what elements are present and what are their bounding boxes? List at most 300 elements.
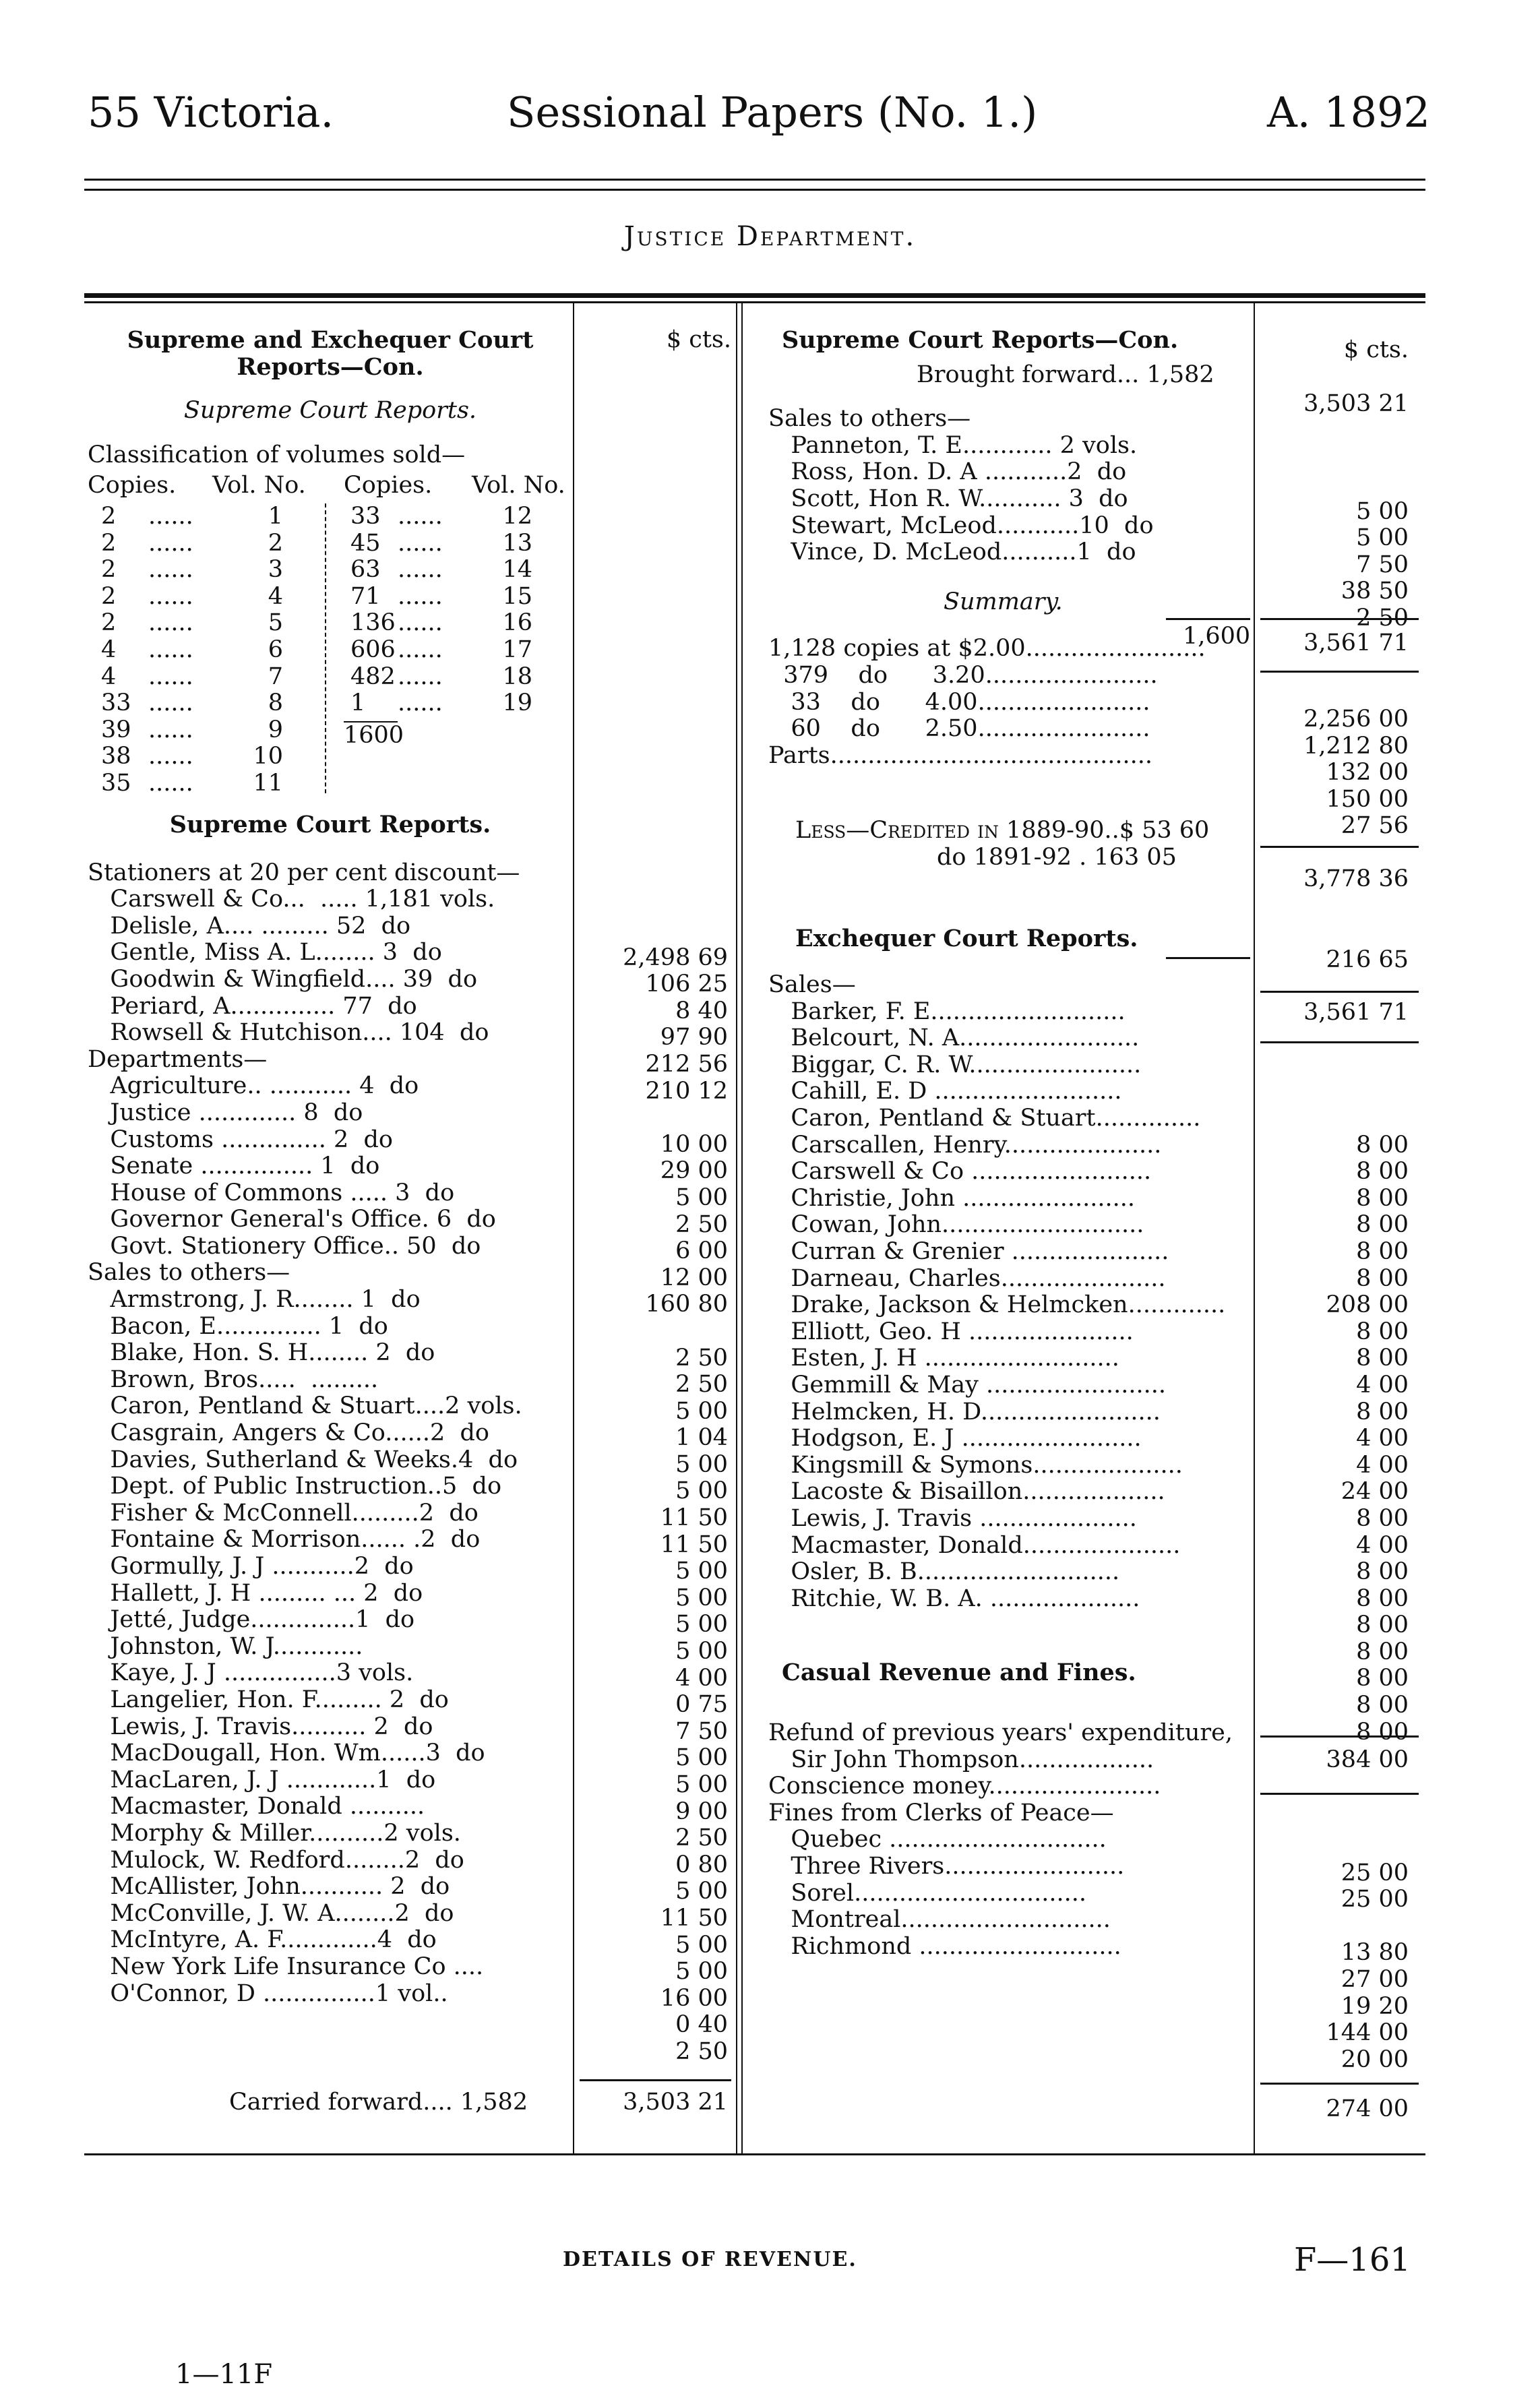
ledger-item: Helmcken, H. D........................ [768,1398,1161,1425]
ledger-amount: 97 90 [660,1024,728,1051]
net-rule [1260,991,1419,993]
ledger-amount: 5 00 [675,1744,728,1772]
ledger-amount [1260,1105,1409,1132]
ledger-amount: 8 00 [1356,1345,1409,1372]
volume-row [337,637,566,664]
ledger-amount: 5 00 [675,1397,728,1425]
volume-row [88,664,303,691]
volume-copies: 71 [350,582,381,610]
ledger-amount: 8 00 [1356,1398,1409,1425]
less-line-2: do 1891-92 . 163 05 [937,843,1177,871]
ledger-amount [580,918,728,945]
ledger-amount: 11 50 [660,1504,728,1532]
volume-copies: 4 [101,636,117,663]
ledger-item: Caron, Pentland & Stuart.............. [768,1105,1201,1132]
ledger-item: Three Rivers........................ [768,1852,1125,1880]
ledger-amount: 8 00 [1356,1611,1409,1639]
ledger-amount: 16 00 [660,1984,728,2012]
ledger-amount: 210 12 [645,1077,728,1105]
ledger-item: Goodwin & Wingfield.... 39 do [88,965,478,993]
ledger-item: Gentle, Miss A. L........ 3 do [88,939,442,966]
ledger-amount: 10 00 [660,1130,728,1158]
exchequer-total: 384 00 [1326,1746,1409,1773]
subtotal-amount: 3,561 71 [1303,629,1409,656]
ledger-amount: 13 80 [1341,1939,1409,1967]
volume-number: 12 [502,502,532,530]
ledger-amount: 144 00 [1326,2019,1409,2047]
volume-leader: ...... [398,502,443,530]
ledger-item: Hallett, J. H ......... ... 2 do [88,1579,423,1607]
ledger-item: Macmaster, Donald..................... [768,1531,1181,1559]
ledger-item: Richmond ........................... [768,1932,1121,1960]
ledger-amount: 8 00 [1356,1558,1409,1586]
ledger-item: Darneau, Charles...................... [768,1264,1166,1292]
ledger-amount: 212 56 [645,1050,728,1078]
ledger-amount: 208 00 [1326,1291,1409,1319]
right-sales-amounts [1260,472,1409,632]
header-right: A. 1892 [1267,88,1430,137]
subtotal-copies: 1,600 [1183,623,1251,650]
footer-signature: 1—11F [175,2359,273,2390]
volume-copies: 39 [101,716,131,743]
ledger-item: Rowsell & Hutchison.... 104 do [88,1019,489,1047]
volume-copies: 2 [101,582,117,610]
summary-rule [1260,846,1419,848]
volume-row [88,584,303,611]
divider-right-amount [1254,303,1255,2153]
ledger-item: Carswell & Co... ..... 1,181 vols. [88,886,495,913]
volume-row [88,690,303,717]
table-bottom-rule [84,2153,1425,2155]
ledger-item: Barker, F. E.......................... [768,997,1126,1025]
volume-copies: 1 [350,689,366,717]
volume-copies: 2 [101,502,117,530]
ledger-amount: 4 00 [675,1664,728,1692]
ledger-amount: 106 25 [645,971,728,998]
ledger-amount: 2 50 [675,1344,728,1372]
ledger-item: Agriculture.. ........... 4 do [88,1072,419,1100]
volume-row [337,584,566,611]
volume-table [88,503,573,803]
casual-revenue-heading: Casual Revenue and Fines. [782,1659,1136,1687]
ledger-amount: 5 00 [675,1878,728,1905]
ledger-item: Jetté, Judge..............1 do [88,1606,415,1634]
ledger-amount: 5 00 [675,1771,728,1798]
ledger-amount: 4 00 [1356,1425,1409,1452]
ledger-amount: 0 80 [675,1851,728,1878]
page-title: Justice Department. [623,221,917,252]
ledger-item: Stewart, McLeod...........10 do [768,512,1154,539]
volume-total: 1600 [344,721,404,749]
volume-copies: 45 [350,529,381,557]
table-top-rule [84,293,1425,298]
ledger-amount: 0 75 [675,1691,728,1719]
ledger-amount: 5 00 [675,1584,728,1611]
subtotal-rule-bottom [1260,671,1419,673]
ledger-amount: 19 20 [1341,1992,1409,2020]
volume-number: 7 [268,663,283,690]
volume-leader: ...... [148,556,193,584]
volume-row [337,530,566,557]
volume-row [337,557,566,584]
ledger-amount [1260,1833,1409,1860]
volume-copies: 2 [101,556,117,584]
ledger-amount: 24 00 [1341,1478,1409,1506]
left-carried-forward-label: Carried forward.... 1,582 [229,2089,528,2116]
volume-leader: ...... [148,743,193,770]
ledger-amount: 5 00 [675,1931,728,1959]
volume-leader: ...... [398,689,443,717]
summary-total: 3,778 36 [1303,865,1409,892]
volume-number: 9 [268,716,283,743]
ledger-item: Esten, J. H .......................... [768,1345,1119,1372]
ledger-amount: 150 00 [1326,785,1409,813]
volume-row [337,690,566,717]
ledger-item: McConville, J. W. A........2 do [88,1899,454,1927]
less-amount: 216 65 [1326,946,1409,973]
left-ledger-lines [88,860,573,2008]
summary-amounts [1260,706,1409,840]
exchequer-rule-bottom [1260,1793,1419,1795]
ledger-amount: 8 00 [1356,1692,1409,1719]
ledger-amount: 1,212 80 [1303,732,1409,760]
ledger-item: McIntyre, A. F.............4 do [88,1926,437,1954]
ledger-item: Casgrain, Angers & Co......2 do [88,1419,489,1447]
volume-leader: ...... [148,502,193,530]
ledger-item: Mulock, W. Redford........2 do [88,1846,464,1874]
ledger-item: 379 do 3.20....................... [768,661,1158,689]
volume-copies: 482 [350,663,396,690]
summary-label: Summary. [944,588,1063,615]
volume-leader: ...... [398,636,443,663]
volume-number: 13 [502,529,532,557]
volume-row [88,503,303,530]
subtotal-rule-copies [1166,618,1250,620]
ledger-amount: 5 00 [1356,524,1409,552]
right-cts-header: $ cts. [1343,336,1409,363]
ledger-item: Langelier, Hon. F......... 2 do [88,1686,449,1713]
casual-revenue-total: 274 00 [1326,2095,1409,2122]
ledger-item: Scott, Hon R. W........... 3 do [768,485,1128,512]
ledger-item: Lewis, J. Travis ..................... [768,1504,1137,1532]
volume-number: 3 [268,556,283,584]
ledger-item: Cahill, E. D ......................... [768,1078,1122,1105]
ledger-item: MacLaren, J. J ............1 do [88,1766,436,1793]
ledger-amount: 5 00 [675,1558,728,1585]
volume-number: 11 [253,769,283,797]
volume-copies: 63 [350,556,381,584]
ledger-item: Departments— [88,1045,268,1073]
ledger-item: Morphy & Miller..........2 vols. [88,1819,461,1847]
ledger-item: Dept. of Public Instruction..5 do [88,1473,502,1500]
ledger-amount: 8 00 [1356,1131,1409,1159]
ledger-item: Curran & Grenier ..................... [768,1238,1169,1266]
volume-row [88,610,303,637]
ledger-amount: 160 80 [645,1291,728,1318]
ledger-item: Senate ............... 1 do [88,1153,380,1180]
ledger-amount: 0 40 [675,2011,728,2039]
volume-leader: ...... [398,529,443,557]
ledger-item: Stationers at 20 per cent discount— [88,859,520,886]
ledger-item: Osler, B. B........................... [768,1558,1120,1586]
ledger-amount: 7 50 [1356,551,1409,578]
ledger-item: Sales— [768,971,856,999]
volume-number: 1 [268,502,283,530]
ledger-item: Johnston, W. J............ [88,1632,363,1660]
casual-revenue-amounts [1260,1833,1409,2073]
volume-copies: 136 [350,609,396,637]
left-column [88,327,573,2007]
exchequer-lines [768,972,1254,1612]
ledger-amount: 8 00 [1356,1237,1409,1265]
ledger-amount: 5 00 [675,1611,728,1638]
ledger-amount: 8 00 [1356,1158,1409,1186]
volume-row [88,743,303,770]
ledger-item: Armstrong, J. R........ 1 do [88,1286,421,1314]
volume-leader: ...... [398,609,443,637]
volume-list-b [337,503,566,749]
ledger-item: New York Life Insurance Co .... [88,1953,484,1980]
ledger-amount: 2 50 [675,2037,728,2065]
brought-forward-label: Brought forward... 1,582 [917,361,1214,388]
col-head-vol-b: Vol. No. [472,472,565,499]
casual-revenue-lines [768,1720,1254,1960]
left-carried-rule [580,2079,731,2081]
ledger-amount [580,1105,728,1132]
volume-copies: 38 [101,743,131,770]
ledger-item: O'Connor, D ...............1 vol.. [88,1979,448,2007]
casual-rule [1260,2083,1419,2085]
volume-number: 10 [253,743,283,770]
volume-number: 14 [502,556,532,584]
ledger-item: Ross, Hon. D. A ...........2 do [768,458,1127,486]
left-carried-forward-amount: 3,503 21 [623,2089,728,2116]
volume-copies: 606 [350,636,396,663]
ledger-item: Justice ............. 8 do [88,1099,363,1126]
ledger-amount: 4 00 [1356,1451,1409,1479]
ledger-item: Delisle, A.... ......... 52 do [88,912,411,940]
ledger-amount: 8 00 [1356,1184,1409,1212]
right-sales-lines [768,406,1254,566]
ledger-amount: 27 00 [1341,1965,1409,1993]
ledger-amount: 5 00 [675,1184,728,1211]
ledger-amount [580,1318,728,1345]
volume-copies: 33 [350,502,381,530]
right-heading-text: Supreme Court Reports—Con. [782,326,1179,354]
ledger-item: Fines from Clerks of Peace— [768,1799,1114,1826]
ledger-amount: 29 00 [660,1157,728,1185]
ledger-item: Fontaine & Morrison...... .2 do [88,1526,481,1554]
right-column [768,327,1254,1960]
ledger-amount: 5 00 [675,1638,728,1665]
ledger-amount [1260,1913,1409,1940]
ledger-item: 1,128 copies at $2.00........................ [768,635,1206,663]
volume-number: 17 [502,636,532,663]
ledger-item: Blake, Hon. S. H........ 2 do [88,1339,435,1367]
ledger-item: Brown, Bros..... ......... [88,1365,379,1393]
col-head-vol-a: Vol. No. [212,472,306,499]
header-rule-bottom [84,189,1425,191]
ledger-item: Sir John Thompson.................. [768,1746,1154,1773]
ledger-amount: 2,498 69 [623,944,728,971]
ledger-item: Conscience money....................... [768,1773,1161,1800]
ledger-item: MacDougall, Hon. Wm......3 do [88,1740,485,1767]
classification-label: Classification of volumes sold— [88,441,466,468]
ledger-amount: 12 00 [660,1264,728,1291]
ledger-amount: 8 40 [675,997,728,1024]
left-heading-2: Reports—Con. [237,352,424,381]
left-heading-1: Supreme and Exchequer Court [127,326,534,354]
ledger-amount: 2 50 [675,1824,728,1852]
volume-copies: 33 [101,689,131,717]
volume-number: 6 [268,636,283,663]
ledger-item: Christie, John ....................... [768,1184,1136,1212]
volume-leader: ...... [148,529,193,557]
volume-number: 19 [502,689,532,717]
left-cts-header: $ cts. [666,326,731,353]
ledger-amount: 2 50 [675,1371,728,1399]
volume-table-divider [325,503,326,793]
volume-copies: 2 [101,609,117,637]
ledger-item: Lacoste & Bisaillon................... [768,1478,1165,1506]
volume-leader: ...... [148,609,193,637]
ledger-amount: 38 50 [1341,578,1409,605]
less-rule [1166,957,1250,959]
ledger-item: Fisher & McConnell.........2 do [88,1499,479,1527]
ledger-item: Elliott, Geo. H ...................... [768,1318,1134,1345]
ledger-amount: 8 00 [1356,1504,1409,1532]
ledger-item: Carswell & Co ........................ [768,1158,1152,1186]
volume-list-a [88,503,303,797]
footer-page-number: F—161 [1294,2241,1411,2279]
volume-leader: ...... [148,689,193,717]
volume-row [337,610,566,637]
ledger-amount: 8 00 [1356,1264,1409,1292]
table-top-rule-thin [84,301,1425,303]
subtotal-rule-amt [1260,618,1419,620]
net-amount: 3,561 71 [1303,999,1409,1026]
ledger-item: Macmaster, Donald .......... [88,1793,425,1820]
ledger-item: Hodgson, E. J ........................ [768,1425,1142,1452]
volume-copies: 2 [101,529,117,557]
volume-leader: ...... [148,716,193,743]
ledger-item: Carscallen, Henry..................... [768,1131,1162,1159]
footer-center: DETAILS OF REVENUE. [563,2248,857,2271]
ledger-item: Kaye, J. J ...............3 vols. [88,1659,414,1687]
right-brought-forward-amount: 3,503 21 [1303,390,1409,417]
volume-number: 2 [268,529,283,557]
right-heading [768,327,1254,354]
ledger-amount: 27 56 [1341,812,1409,840]
ledger-amount [1260,472,1409,499]
ledger-amount: 2,256 00 [1303,706,1409,733]
ledger-amount: 8 00 [1356,1318,1409,1345]
divider-left-amount [573,303,574,2153]
ledger-item: House of Commons ..... 3 do [88,1179,455,1206]
classification-col-heads [88,472,573,499]
ledger-item: Belcourt, N. A........................ [768,1024,1140,1052]
ledger-item: Cowan, John........................... [768,1211,1144,1239]
ledger-amount: 5 00 [675,1450,728,1478]
ledger-item: Gemmill & May ........................ [768,1372,1167,1399]
left-amount-column [580,918,728,2066]
col-head-copies-b: Copies. [344,472,433,499]
volume-number: 15 [502,582,532,610]
ledger-item: Customs .............. 2 do [88,1126,393,1153]
ledger-amount: 5 00 [675,1958,728,1986]
exchequer-heading: Exchequer Court Reports. [795,924,1138,952]
ledger-amount: 25 00 [1341,1886,1409,1913]
ledger-item: Sorel............................... [768,1879,1086,1907]
ledger-item: Governor General's Office. 6 do [88,1206,496,1233]
ledger-amount: 1 04 [675,1424,728,1452]
ledger-amount: 5 00 [675,1477,728,1505]
supreme-court-reports-heading: Supreme Court Reports. [169,810,491,838]
ledger-amount: 8 00 [1356,1718,1409,1746]
volume-leader: ...... [148,663,193,690]
summary-lines [768,636,1254,769]
ledger-amount: 25 00 [1341,1859,1409,1886]
divider-center-2 [741,303,743,2153]
volume-row [88,530,303,557]
volume-leader: ...... [148,636,193,663]
ledger-item: Panneton, T. E............ 2 vols. [768,431,1138,459]
header-rule-top [84,179,1425,181]
volume-row [88,637,303,664]
ledger-amount: 132 00 [1326,759,1409,787]
ledger-amount: 4 00 [1356,1371,1409,1399]
ledger-item: Parts........................................... [768,741,1152,769]
volume-copies: 35 [101,769,131,797]
ledger-item: Kingsmill & Symons.................... [768,1451,1183,1479]
ledger-item: Govt. Stationery Office.. 50 do [88,1232,481,1260]
ledger-item: Ritchie, W. B. A. .................... [768,1585,1140,1612]
volume-leader: ...... [148,582,193,610]
divider-center [736,303,737,2153]
ledger-item: Bacon, E.............. 1 do [88,1312,388,1340]
ledger-amount: 4 00 [1356,1531,1409,1559]
ledger-amount: 8 00 [1356,1585,1409,1612]
ledger-item: Drake, Jackson & Helmcken............. [768,1291,1226,1319]
ledger-item: Caron, Pentland & Stuart....2 vols. [88,1392,522,1420]
volume-row [88,770,303,797]
exchequer-rule [1260,1735,1419,1738]
ledger-amount: 11 50 [660,1904,728,1932]
ledger-amount: 7 50 [675,1717,728,1745]
ledger-amount: 11 50 [660,1531,728,1558]
volume-number: 8 [268,689,283,717]
ledger-item: McAllister, John........... 2 do [88,1873,450,1901]
volume-number: 16 [502,609,532,637]
header-left: 55 Victoria. [88,88,334,137]
volume-row [337,664,566,691]
net-rule-bottom [1260,1041,1419,1043]
ledger-item: Gormully, J. J ...........2 do [88,1553,414,1580]
exchequer-amounts [1260,1105,1409,1746]
ledger-item: Quebec ............................. [768,1826,1107,1853]
volume-row [337,503,566,530]
ledger-item: Periard, A.............. 77 do [88,992,417,1020]
volume-leader: ...... [398,556,443,584]
ledger-amount: 9 00 [675,1798,728,1825]
less-line-1: Less—Credited in 1889-90..$ 53 60 [795,817,1210,844]
volume-leader: ...... [148,769,193,797]
volume-copies: 4 [101,663,117,690]
left-subheading: Supreme Court Reports. [183,397,477,425]
ledger-amount: 20 00 [1341,2046,1409,2073]
ledger-amount: 6 00 [675,1237,728,1265]
volume-row [88,557,303,584]
